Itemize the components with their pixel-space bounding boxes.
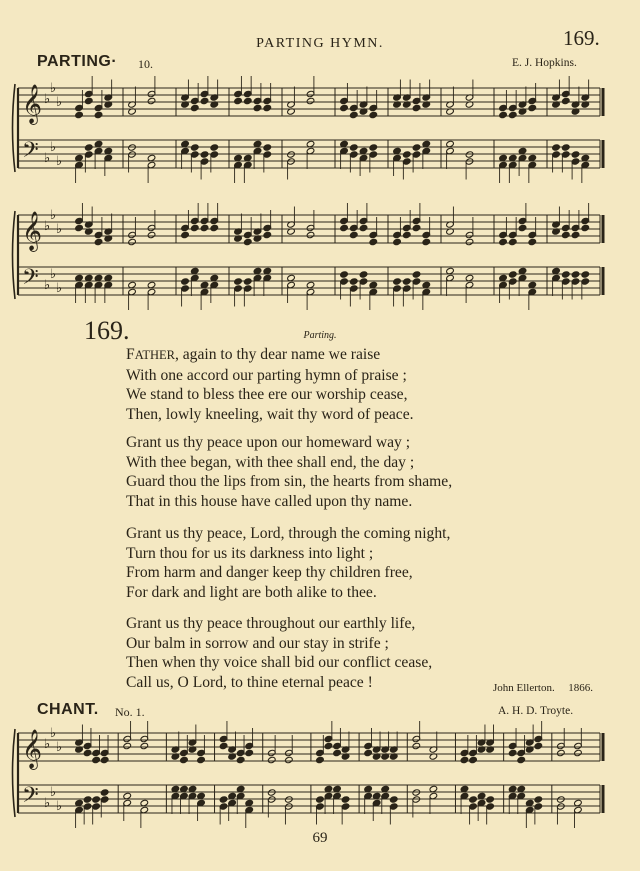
page-number: 169. [563, 26, 600, 50]
note-head [561, 97, 570, 104]
note-head [287, 151, 296, 158]
note-head [243, 97, 252, 104]
note-head [316, 756, 325, 763]
flat-sign: ♭ [56, 281, 63, 296]
chant-composer: A. H. D. Troyte. [498, 705, 574, 717]
note-head [469, 796, 478, 803]
note-head [285, 796, 294, 803]
treble-clef: 𝄞 [22, 729, 43, 769]
note-head [340, 271, 349, 278]
note-head [190, 224, 199, 231]
note-head [341, 796, 350, 803]
note-head [306, 231, 315, 238]
flat-sign: ♭ [56, 95, 63, 110]
note-head [253, 104, 262, 111]
note-head [571, 151, 580, 158]
stanza-line: Grant us thy peace, Lord, through the coming night, [126, 525, 451, 542]
note-head [316, 796, 325, 803]
note-head [267, 789, 276, 796]
music-system-1 [10, 78, 610, 190]
note-head [75, 224, 84, 231]
note-head [200, 97, 209, 104]
note-head [469, 756, 478, 763]
flat-sign: ♭ [44, 151, 51, 166]
stanza-line: Our balm in sorrow and our stay in strife ; [126, 634, 389, 652]
note-head [285, 756, 294, 763]
note-head [243, 238, 252, 245]
note-head [581, 271, 590, 278]
note-head [263, 144, 272, 151]
system-brace [13, 211, 16, 299]
flat-sign: ♭ [50, 208, 57, 223]
note-head [571, 271, 580, 278]
flat-sign: ♭ [44, 219, 51, 234]
bottom-folio: 69 [312, 830, 328, 846]
note-head [389, 796, 398, 803]
bass-clef: 𝄢 [22, 265, 39, 295]
note-head [460, 756, 469, 763]
note-head [412, 144, 421, 151]
note-head [234, 97, 243, 104]
note-head [263, 104, 272, 111]
note-head [359, 224, 368, 231]
note-head [402, 151, 411, 158]
note-head [324, 742, 333, 749]
note-head [534, 796, 543, 803]
stanza-line: Guard thou the lips from sin, the hearts from shame, [126, 473, 453, 491]
hymn-number: 169. [84, 316, 130, 345]
note-head [561, 271, 570, 278]
note-head [402, 278, 411, 285]
note-head [94, 111, 103, 118]
note-head [508, 111, 517, 118]
note-head [499, 111, 508, 118]
note-head [518, 224, 527, 231]
note-head [100, 756, 109, 763]
flat-sign: ♭ [56, 154, 63, 169]
note-head [100, 789, 109, 796]
note-head [534, 742, 543, 749]
treble-clef: 𝄞 [22, 84, 43, 124]
stanza-line: FATHER, again to thy dear name we raise [126, 346, 381, 363]
stanza-line: From harm and danger keep thy children free, [126, 564, 413, 582]
bass-clef: 𝄢 [22, 783, 39, 813]
note-head [200, 151, 209, 158]
note-head [557, 749, 566, 756]
note-head [83, 796, 92, 803]
note-head [486, 796, 495, 803]
flat-sign: ♭ [44, 796, 51, 811]
note-head [465, 151, 474, 158]
stanza-line: Grant us thy peace upon our homeward way ; [126, 434, 411, 451]
note-head [147, 97, 156, 104]
flat-sign: ♭ [44, 737, 51, 752]
note-head [200, 224, 209, 231]
note-head [306, 97, 315, 104]
tune-name: PARTING· [37, 53, 118, 70]
hymn-author [493, 682, 593, 694]
note-head [234, 278, 243, 285]
note-head [75, 111, 84, 118]
note-head [369, 238, 378, 245]
flat-sign: ♭ [50, 785, 57, 800]
author-year: 1866. [568, 682, 593, 694]
note-head [236, 756, 245, 763]
bass-clef: 𝄢 [22, 138, 39, 168]
flat-sign: ♭ [50, 267, 57, 282]
note-head [92, 756, 101, 763]
note-head [210, 224, 219, 231]
flat-sign: ♭ [56, 222, 63, 237]
note-head [92, 796, 101, 803]
stanza-line: We stand to bless thee ere our worship cease, [126, 386, 408, 404]
note-head [263, 231, 272, 238]
note-head [369, 144, 378, 151]
note-head [528, 104, 537, 111]
note-head [561, 144, 570, 151]
note-head [84, 144, 93, 151]
note-head [412, 789, 421, 796]
stanza-1 [126, 345, 414, 424]
note-head [552, 144, 561, 151]
treble-clef: 𝄞 [22, 211, 43, 251]
system-brace [13, 729, 16, 817]
note-head [508, 238, 517, 245]
stanza-4 [126, 614, 432, 692]
note-head [128, 238, 137, 245]
stanza-line: Call us, O Lord, to thine eternal peace ! [126, 673, 373, 691]
note-head [181, 231, 190, 238]
note-head [349, 144, 358, 151]
note-head [349, 231, 358, 238]
music-system-chant [10, 723, 610, 823]
note-head [369, 111, 378, 118]
stanza-line: With one accord our parting hymn of praise ; [126, 366, 407, 384]
note-head [219, 796, 228, 803]
note-head [83, 749, 92, 756]
note-head [190, 144, 199, 151]
note-head [422, 238, 431, 245]
note-head [123, 742, 132, 749]
flat-sign: ♭ [44, 92, 51, 107]
chant-number: No. 1. [115, 705, 145, 719]
note-head [517, 756, 526, 763]
note-head [219, 742, 228, 749]
flat-sign: ♭ [50, 140, 57, 155]
stanza-line: With thee began, with thee shall end, the day ; [126, 453, 415, 471]
note-head [267, 756, 276, 763]
note-head [359, 271, 368, 278]
flat-sign: ♭ [56, 799, 63, 814]
note-head [412, 271, 421, 278]
author-name: John Ellerton. [493, 682, 555, 694]
note-head [393, 238, 402, 245]
note-head [402, 231, 411, 238]
note-head [508, 271, 517, 278]
note-head [349, 111, 358, 118]
note-head [128, 144, 137, 151]
note-head [508, 749, 517, 756]
tune-meter: 10. [138, 57, 153, 71]
note-head [140, 742, 149, 749]
note-head [197, 756, 206, 763]
note-head [412, 224, 421, 231]
flat-sign: ♭ [44, 278, 51, 293]
note-head [499, 238, 508, 245]
stanza-3 [126, 524, 450, 602]
note-head [581, 224, 590, 231]
note-head [190, 104, 199, 111]
note-head [412, 104, 421, 111]
note-head [147, 231, 156, 238]
note-head [181, 278, 190, 285]
music-system-2 [10, 205, 610, 317]
note-head [340, 224, 349, 231]
stanza-2 [126, 433, 452, 511]
system-brace [13, 84, 16, 172]
note-head [364, 749, 373, 756]
stanza-line: That in this house have called upon thy name. [126, 492, 413, 510]
note-head [340, 104, 349, 111]
note-head [393, 278, 402, 285]
note-head [561, 231, 570, 238]
running-title: PARTING HYMN. [256, 36, 384, 51]
note-head [349, 278, 358, 285]
note-head [84, 97, 93, 104]
note-head [94, 238, 103, 245]
note-head [245, 749, 254, 756]
note-head [528, 238, 537, 245]
stanza-line: For dark and light are both alike to thee. [126, 583, 377, 601]
stanza-line: Then, lowly kneeling, wait thy word of peace. [126, 405, 414, 423]
note-head [180, 756, 189, 763]
note-head [574, 749, 583, 756]
chant-name: CHANT. [37, 701, 99, 718]
flat-sign: ♭ [56, 740, 63, 755]
tune-composer: E. J. Hopkins. [512, 57, 577, 69]
note-head [571, 231, 580, 238]
hymn-caption: Parting. [303, 330, 337, 341]
stanza-line: Turn thou for us its darkness into light ; [126, 544, 374, 562]
note-head [333, 749, 342, 756]
flat-sign: ♭ [50, 726, 57, 741]
note-head [557, 796, 566, 803]
flat-sign: ♭ [50, 81, 57, 96]
note-head [465, 238, 474, 245]
stanza-line: Then when thy voice shall bid our conflict cease, [126, 654, 433, 672]
note-head [412, 742, 421, 749]
note-head [210, 144, 219, 151]
note-head [243, 278, 252, 285]
stanza-line: Grant us thy peace throughout our earthly life, [126, 615, 416, 632]
